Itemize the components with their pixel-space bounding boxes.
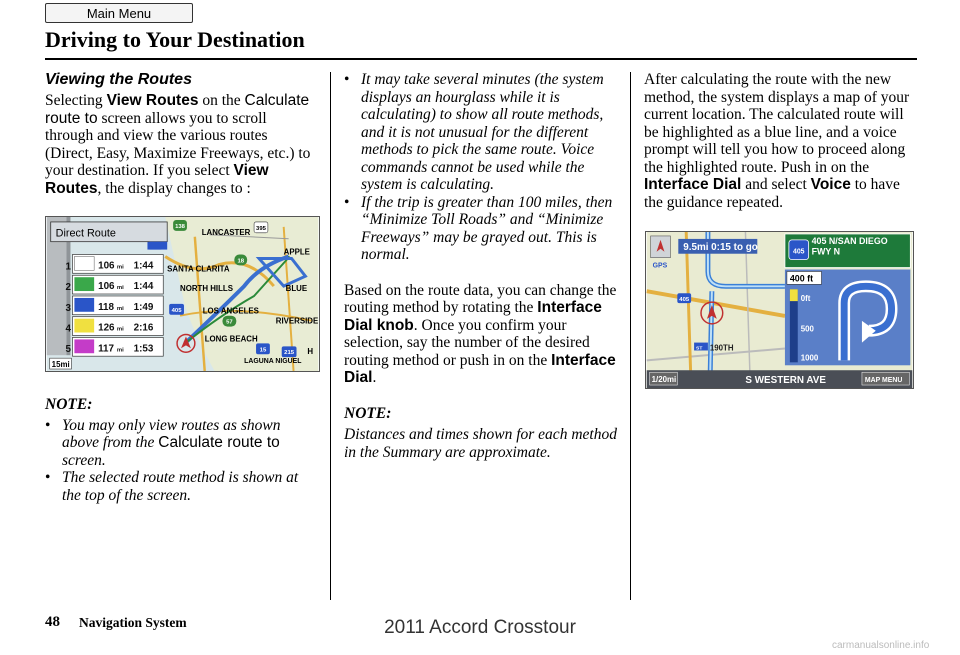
- freeway-sign: 405 N/SAN DIEGO FWY N: [811, 235, 888, 257]
- svg-text:1:49: 1:49: [133, 301, 154, 313]
- keyword-interface-dial: Interface Dial: [344, 351, 616, 386]
- svg-text:126: 126: [98, 322, 115, 334]
- turn-distance: 400 ft: [789, 273, 814, 284]
- map-label: SANTA CLARITA: [167, 264, 230, 274]
- intro-paragraph: Selecting View Routes on the Calculate route to screen allows you to scroll through and view the various routes (Direct, Easy, Maximize Freeways, etc.) to your destination. If you select View Routes, the display changes to :: [45, 92, 311, 197]
- route-option-4[interactable]: [66, 317, 164, 336]
- footer-section: Navigation System: [79, 615, 187, 630]
- highway-shield: 138: [175, 223, 185, 230]
- svg-text:1:44: 1:44: [133, 281, 154, 293]
- svg-text:4: 4: [65, 323, 72, 335]
- current-street: S WESTERN AVE: [745, 375, 826, 387]
- map-label: APPLE: [283, 247, 310, 257]
- note-item: • You may only view routes as shown above from the Calculate route to screen.: [45, 417, 317, 470]
- keyword-interface-dial: Interface Dial: [644, 176, 742, 193]
- note-heading: NOTE:: [45, 396, 93, 413]
- map-label: LAGUNA NIGUEL: [244, 358, 302, 366]
- main-menu-button[interactable]: Main Menu: [45, 3, 193, 23]
- svg-text:5: 5: [65, 344, 72, 356]
- note-item: • It may take several minutes (the system displays an hourglass while it is calculating) to show all route methods, and it is not unusual for the different methods to pick the same route. Voice commands cannot be used while the system is calculating.: [344, 71, 617, 194]
- footer-model: 2011 Accord Crosstour: [384, 617, 576, 638]
- svg-text:405: 405: [792, 248, 805, 256]
- street-tag: ST: [696, 346, 703, 352]
- column-divider: [330, 72, 331, 600]
- note-list: [45, 417, 317, 505]
- svg-text:1:44: 1:44: [133, 260, 154, 272]
- distance-bar: [790, 289, 798, 301]
- note-item: • The selected route method is shown at the top of the screen.: [45, 469, 317, 504]
- keyword-view-routes: View Routes: [45, 162, 269, 197]
- highway-shield: 18: [237, 258, 245, 265]
- map-scale: 15mi: [51, 360, 70, 370]
- svg-text:2: 2: [65, 282, 72, 294]
- svg-text:106: 106: [98, 281, 115, 293]
- distance-mark: 0ft: [800, 294, 811, 304]
- highway-shield: 405: [679, 297, 690, 304]
- svg-text:118: 118: [98, 301, 115, 313]
- column-middle: [344, 71, 617, 461]
- highway-shield: 215: [284, 350, 295, 357]
- note-item: • If the trip is greater than 100 miles, then “Minimize Toll Roads” and “Minimize Freeways” may be grayed out. This is normal.: [344, 194, 617, 264]
- note-heading: NOTE:: [344, 404, 392, 422]
- svg-text:mi: mi: [116, 264, 124, 271]
- map-label: LONG BEACH: [204, 334, 258, 344]
- column-right: [644, 71, 916, 211]
- route-list: [66, 255, 164, 357]
- keyword-view-routes: View Routes: [106, 92, 199, 109]
- keyword-interface-dial-knob: Interface Dial knob: [344, 299, 602, 334]
- map-label: LANCASTER: [201, 227, 251, 237]
- gps-indicator: GPS: [652, 262, 668, 270]
- guidance-paragraph: After calculating the route with the new method, the system displays a map of your current location. The calculated route will be highlighted as a blue line, and a voice prompt will tell you how to proceed along the highlighted route. Push in on the Interface Dial and select Voice to have the guidance repeated.: [644, 71, 910, 211]
- svg-text:mi: mi: [116, 326, 124, 333]
- page-title: Driving to Your Destination: [45, 27, 305, 52]
- keyword-voice: Voice: [810, 176, 851, 193]
- notes-left: [45, 396, 317, 504]
- keyword-calculate-route: Calculate route to: [45, 92, 310, 127]
- map-menu-label: MAP MENU: [864, 377, 903, 385]
- svg-text:3: 3: [65, 302, 72, 314]
- map-label: H: [307, 347, 314, 357]
- svg-text:1:53: 1:53: [133, 343, 154, 355]
- svg-text:106: 106: [98, 260, 115, 272]
- watermark: carmanualsonline.info: [832, 640, 930, 651]
- svg-text:2:16: 2:16: [133, 322, 154, 334]
- highway-shield: 57: [226, 319, 233, 326]
- route-option-5[interactable]: [66, 337, 164, 356]
- svg-text:117: 117: [98, 343, 115, 355]
- highway-shield: 395: [256, 225, 266, 232]
- note-text: Distances and times shown for each method in the Summary are approximate.: [344, 426, 617, 461]
- map-label: BLUE: [285, 284, 308, 294]
- route-option-2[interactable]: [66, 275, 164, 294]
- column-left: [45, 68, 317, 197]
- map-label: NORTH HILLS: [180, 284, 233, 294]
- route-option-3[interactable]: [66, 296, 164, 315]
- column-divider: [630, 72, 631, 600]
- highway-shield: 15: [259, 347, 267, 354]
- svg-text:mi: mi: [116, 305, 124, 312]
- distance-time-readout: 9.5mi 0:15 to go: [683, 241, 758, 253]
- page-number: 48: [45, 614, 60, 630]
- street-name: 190TH: [709, 343, 734, 353]
- routing-paragraph: Based on the route data, you can change the routing method by rotating the Interface Dial knob. Once you confirm your selection, say the number of the desired routing method or push in on the Interface Dial.: [344, 281, 617, 386]
- route-options-screen: [45, 216, 320, 372]
- svg-text:mi: mi: [116, 347, 124, 354]
- note-list: [344, 71, 617, 264]
- guidance-map-screen: [645, 231, 914, 389]
- svg-text:1: 1: [65, 261, 72, 273]
- svg-text:mi: mi: [116, 285, 124, 292]
- map-scale: 1/20mi: [651, 375, 677, 385]
- highway-shield: 405: [171, 307, 182, 314]
- map-label: LOS ANGELES: [202, 306, 259, 316]
- route-method-title: Direct Route: [55, 227, 116, 240]
- section-heading: Viewing the Routes: [45, 71, 192, 88]
- map-label: RIVERSIDE: [275, 316, 319, 326]
- keyword-calculate-route: Calculate route to: [158, 434, 280, 451]
- title-rule: [45, 58, 917, 60]
- distance-mark: 1000: [800, 353, 819, 363]
- route-option-1[interactable]: [66, 255, 164, 274]
- distance-mark: 500: [800, 324, 814, 334]
